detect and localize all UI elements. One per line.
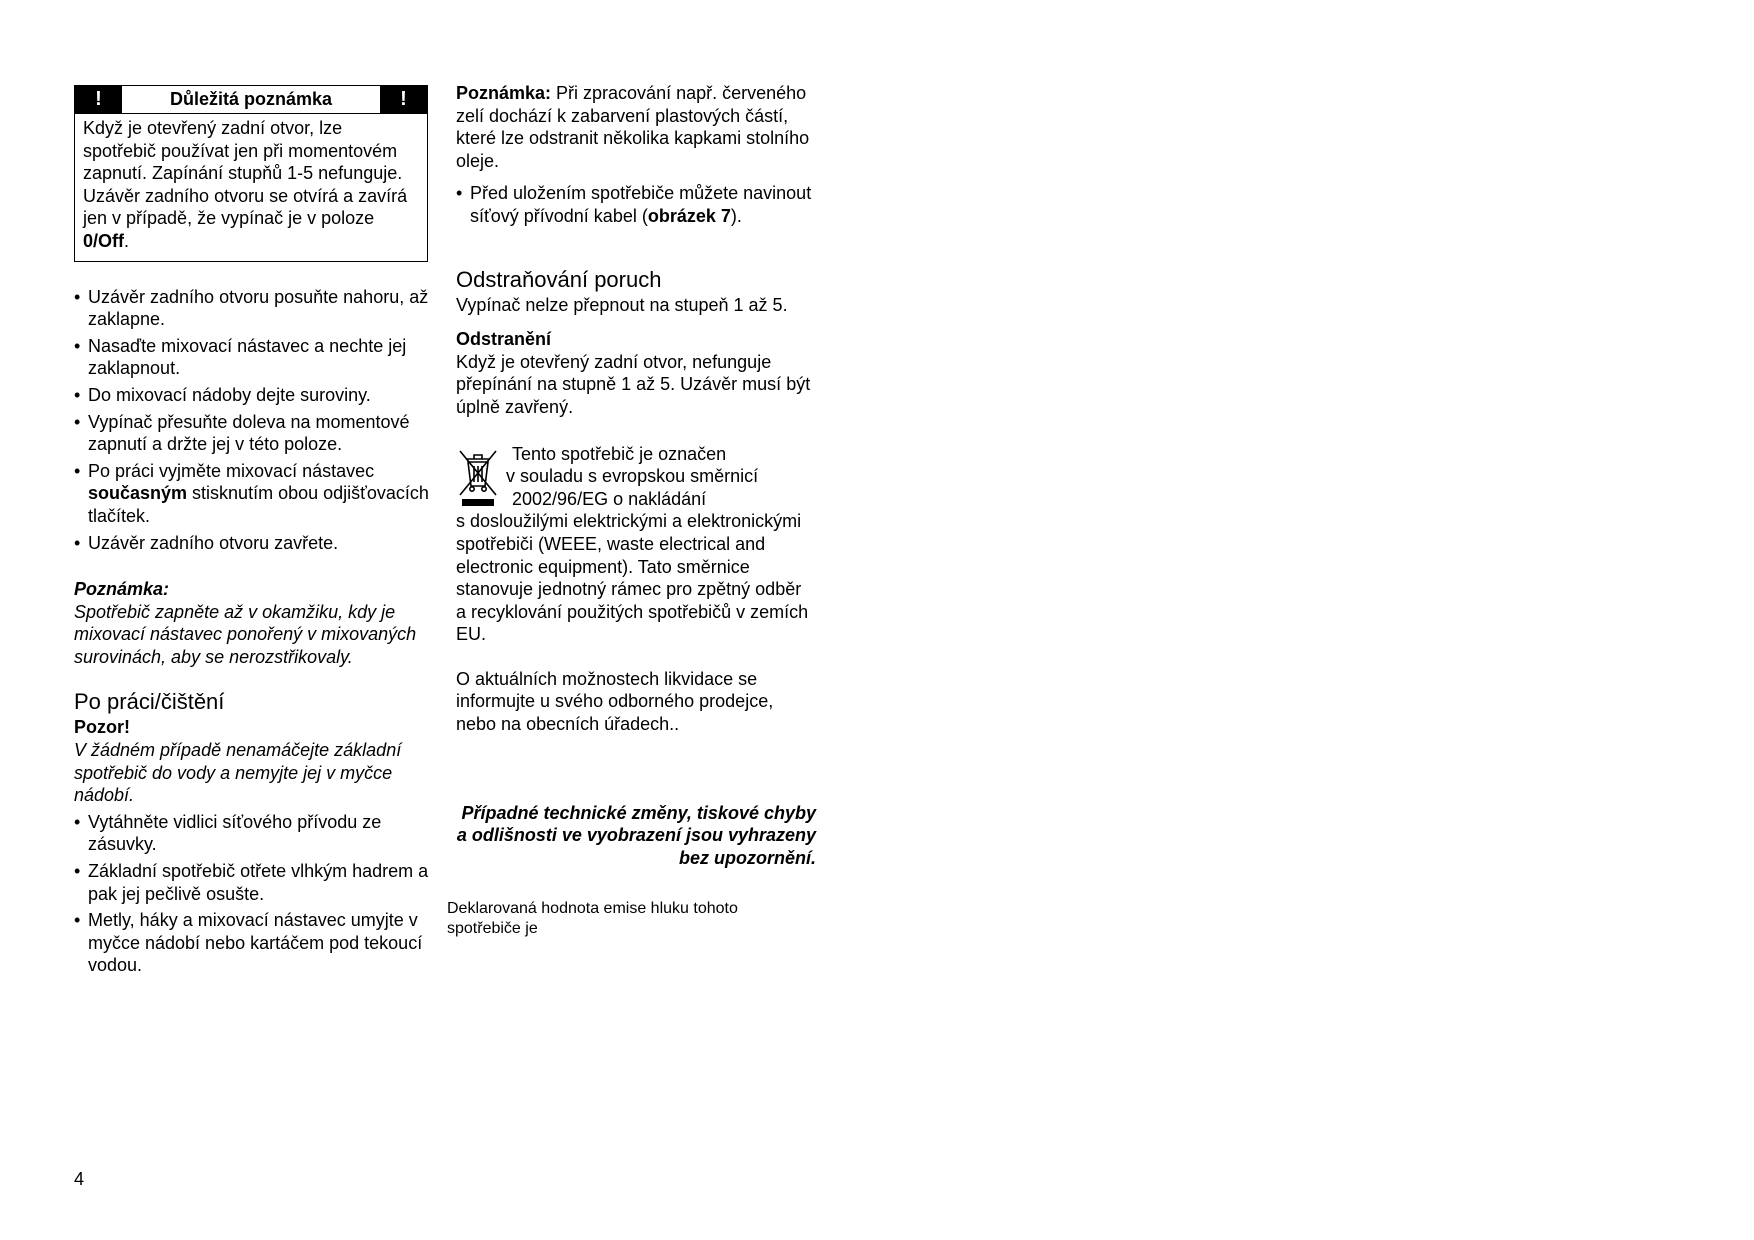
list-item: • Uzávěr zadního otvoru posuňte nahoru, až zaklapne. [74, 286, 430, 331]
right-column [447, 82, 816, 939]
storage-steps-list [456, 182, 816, 227]
remedy-text: Když je otevřený zadní otvor, nefunguje přepínání na stupně 1 až 5. Uzávěr musí být úplně zavřený. [456, 351, 811, 417]
weee-notice [456, 443, 816, 646]
list-item: • Základní spotřebič otřete vlhkým hadrem a pak jej pečlivě osušte. [74, 860, 430, 905]
cleaning-steps-list [74, 811, 430, 977]
usage-note-label: Poznámka: [74, 579, 170, 600]
disclaimer-text: Případné technické změny, tiskové chyby a odlišnosti ve vyobrazení jsou vyhrazeny bez upozornění. [456, 802, 816, 868]
list-item: • Metly, háky a mixovací nástavec umyjte v myčce nádobí nebo kartáčem pod tekoucí vodou. [74, 909, 430, 977]
cleaning-heading: Po práci/čištění [74, 689, 225, 715]
usage-note [74, 578, 430, 668]
switch-position-off: 0/Off [83, 230, 125, 251]
remedy-label: Odstranění [456, 329, 552, 350]
figure-reference: obrázek 7 [647, 205, 731, 226]
warning-label: Pozor! [74, 717, 130, 738]
important-note-box [74, 85, 428, 262]
usage-steps-list [74, 286, 430, 555]
page-number: 4 [74, 1169, 85, 1189]
weee-text: s dosloužilými elektrickými a elektronickými spotřebiči (WEEE, waste electrical and electronic equipment). Tato směrnice stanovuje jednotný rámec pro zpětný odběr a recyklování použitých spotřebičů v zemích EU. [456, 511, 809, 645]
important-note-text: Když je otevřený zadní otvor, lze spotřebič používat jen při momentovém zapnutí. Zapínání stupňů 1-5 nefunguje. Uzávěr zadního otvoru se otvírá a zavírá jen v případě, že vypínač je v poloze 0/Off. [83, 118, 408, 251]
left-column [74, 85, 430, 981]
list-item: • Před uložením spotřebiče můžete navinout síťový přívodní kabel (obrázek 7). [456, 182, 816, 227]
list-item: • Uzávěr zadního otvoru zavřete. [74, 532, 430, 555]
weee-line-2: v souladu s evropskou směrnicí [506, 466, 759, 487]
exclamation-icon: ! [380, 86, 427, 113]
troubleshooting-heading: Odstraňování poruch [456, 266, 662, 292]
troubleshooting-problem: Vypínač nelze přepnout na stupeň 1 až 5. [456, 294, 788, 315]
list-item: • Nasaďte mixovací nástavec a nechte jej zaklapnout. [74, 335, 430, 380]
processing-note: Poznámka: Při zpracování např. červeného zelí dochází k zabarvení plastových částí, které lze odstranit několika kapkami stolního oleje. [456, 83, 810, 171]
warning-text: V žádném případě nenamáčejte základní spotřebič do vody a nemyjte jej v myčce nádobí. [74, 740, 402, 806]
weee-line-1: Tento spotřebič je označen [512, 443, 727, 464]
disposal-text: O aktuálních možnostech likvidace se informujte u svého odborného prodejce, nebo na obecních úřadech.. [456, 668, 774, 735]
list-item: • Po práci vyjměte mixovací nástavec současným stisknutím obou odjišťovacích tlačítek. [74, 460, 430, 528]
list-item: • Vypínač přesuňte doleva na momentové zapnutí a držte jej v této poloze. [74, 411, 430, 456]
list-item: • Vytáhněte vidlici síťového přívodu ze zásuvky. [74, 811, 430, 856]
exclamation-icon: ! [75, 86, 122, 113]
list-item: • Do mixovací nádoby dejte suroviny. [74, 384, 430, 407]
important-note-title: Důležitá poznámka [169, 89, 333, 109]
usage-note-text: Spotřebič zapněte až v okamžiku, kdy je mixovací nástavec ponořený v mixovaných surovinách, aby se nerozstřikovaly. [74, 601, 417, 667]
noise-emission-text: Deklarovaná hodnota emise hluku tohoto spotřebiče je [447, 900, 738, 938]
weee-line-3: 2002/96/EG o nakládání [512, 488, 707, 509]
crossed-out-wheelie-bin-icon [456, 445, 500, 515]
important-note-header [75, 86, 427, 114]
